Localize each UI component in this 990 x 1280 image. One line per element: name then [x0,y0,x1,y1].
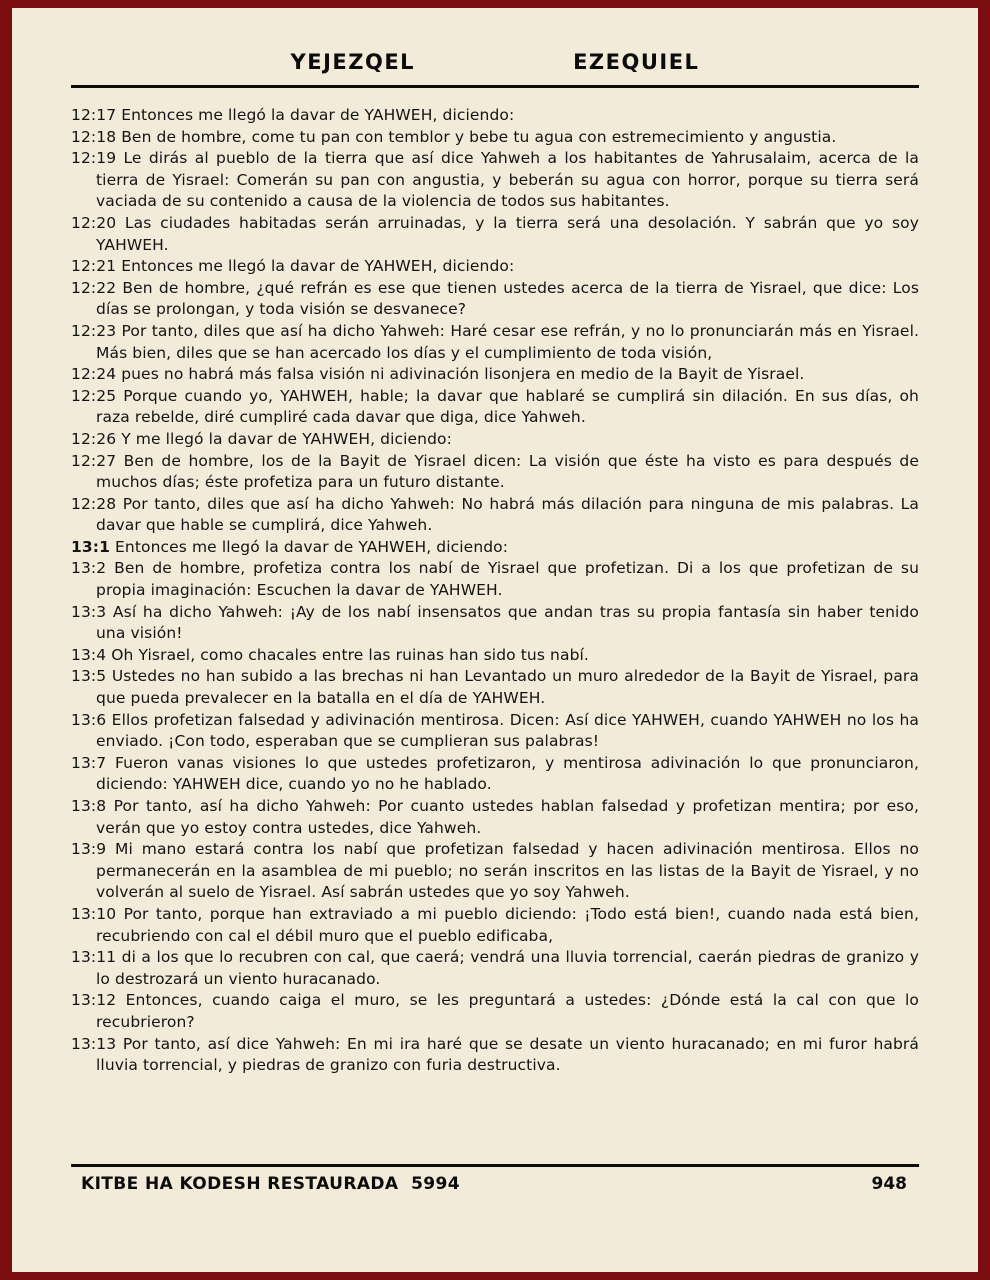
verse-13-6 [71,710,919,753]
verse-number: 12:20 [71,213,117,232]
verse-13-7 [71,753,919,796]
verse-number: 13:1 [71,537,110,556]
verse-text: pues no habrá más falsa visión ni adivinación lisonjera en medio de la Bayit de Yisrael. [116,365,805,384]
verse-12-20 [71,213,919,256]
verse-text: Por tanto, porque han extraviado a mi pueblo diciendo: ¡Todo está bien!, cuando nada está bien, recubriendo con cal el débil muro que el pueblo edificaba, [96,904,919,945]
verse-number: 13:13 [71,1034,117,1053]
verse-text: Así ha dicho Yahweh: ¡Ay de los nabí insensatos que andan tras su propia fantasía sin haber tenido una visión! [96,602,919,643]
verse-13-9 [71,839,919,904]
verse-text: Entonces me llegó la davar de YAHWEH, diciendo: [116,257,515,276]
verse-number: 12:27 [71,451,117,470]
verse-12-23 [71,321,919,364]
verse-text: Por tanto, diles que así ha dicho Yahweh: No habrá más dilación para ninguna de mis palabras. La davar que hable se cumplirá, dice Yahweh. [96,494,919,535]
verse-number: 13:11 [71,948,117,967]
verse-number: 12:19 [71,149,117,168]
verse-text: Ben de hombre, profetiza contra los nabí de Yisrael que profetizan. Di a los que profetizan de su propia imaginación: Escuchen la davar de YAHWEH. [96,559,919,600]
verse-text: Ellos profetizan falsedad y adivinación mentirosa. Dicen: Así dice YAHWEH, cuando YAHWEH no los ha enviado. ¡Con todo, esperaban que se cumplieran sus palabras! [96,710,919,751]
verse-12-28 [71,494,919,537]
verse-text: Le dirás al pueblo de la tierra que así dice Yahweh a los habitantes de Yahrusalaim, acerca de la tierra de Yisrael: Comerán su pan con angustia, y beberán su agua con horror, porque su tierra será vaciada de su contenido a causa de la violencia de todos sus habitantes. [96,149,919,211]
verse-number: 13:3 [71,602,107,621]
verse-13-4 [71,645,919,667]
verse-number: 13:9 [71,840,107,859]
verse-number: 13:7 [71,753,107,772]
footer-book-title: KITBE HA KODESH RESTAURADA 5994 [81,1174,460,1194]
verse-12-27 [71,451,919,494]
verse-number: 13:12 [71,991,117,1010]
verse-text: Ben de hombre, ¿qué refrán es ese que tienen ustedes acerca de la tierra de Yisrael, que dice: Los días se prolongan, y toda visión se desvanece? [96,278,919,319]
page-footer [71,1167,919,1194]
verse-text: Fueron vanas visiones lo que ustedes profetizaron, y mentirosa adivinación lo que pronunciaron, diciendo: YAHWEH dice, cuando yo no he hablado. [96,753,919,794]
verse-number: 12:18 [71,127,117,146]
verse-number: 13:10 [71,904,117,923]
verse-12-22 [71,278,919,321]
verse-12-25 [71,386,919,429]
verse-13-10 [71,904,919,947]
verse-13-2 [71,558,919,601]
page-header [71,8,919,74]
verse-text: Las ciudades habitadas serán arruinadas, y la tierra será una desolación. Y sabrán que yo soy YAHWEH. [96,213,919,254]
verse-number: 12:23 [71,321,117,340]
verse-12-26 [71,429,919,451]
verse-text: Ben de hombre, come tu pan con temblor y bebe tu agua con estremecimiento y angustia. [116,127,837,146]
verse-number: 12:17 [71,106,117,124]
verse-13-11 [71,947,919,990]
verse-number: 13:5 [71,667,107,686]
verse-number: 13:4 [71,645,107,664]
verse-text: Mi mano estará contra los nabí que profetizan falsedad y hacen adivinación mentirosa. Ellos no permanecerán en la asamblea de mi pueblo; no serán inscritos en las listas de la Bayit de Yisrael, y no volverán al suelo de Yisrael. Así sabrán ustedes que yo soy Yahweh. [96,840,919,902]
verse-list [71,88,919,1159]
header-title-hebrew: YEJEZQEL [290,50,416,74]
footer-page-number: 948 [871,1174,907,1194]
verse-13-5 [71,666,919,709]
verse-number: 12:25 [71,386,117,405]
verse-13-8 [71,796,919,839]
header-title-spanish: EZEQUIEL [573,50,700,74]
verse-text: Ustedes no han subido a las brechas ni han Levantado un muro alrededor de la Bayit de Yisrael, para que pueda prevalecer en la batalla en el día de YAHWEH. [96,667,919,708]
verse-12-17 [71,105,919,127]
verse-13-13 [71,1034,919,1077]
verse-number: 12:22 [71,278,117,297]
verse-text: Oh Yisrael, como chacales entre las ruinas han sido tus nabí. [106,645,589,664]
verse-text: Porque cuando yo, YAHWEH, hable; la davar que hablaré se cumplirá sin dilación. En sus días, oh raza rebelde, diré cumpliré cada davar que diga, dice Yahweh. [96,386,919,427]
verse-text: Entonces me llegó la davar de YAHWEH, diciendo: [116,106,515,124]
page-content [71,8,919,1272]
verse-13-1 [71,537,919,559]
verse-number: 13:6 [71,710,107,729]
verse-text: di a los que lo recubren con cal, que caerá; vendrá una lluvia torrencial, caerán piedras de granizo y lo destrozará un viento huracanado. [96,948,919,988]
verse-text: Ben de hombre, los de la Bayit de Yisrael dicen: La visión que éste ha visto es para después de muchos días; éste profetiza para un futuro distante. [96,451,919,492]
verse-12-19 [71,148,919,213]
verse-number: 12:24 [71,365,117,384]
verse-number: 13:2 [71,559,107,578]
verse-text: Por tanto, así dice Yahweh: En mi ira haré que se desate un viento huracanado; en mi furor habrá lluvia torrencial, y piedras de granizo con furia destructiva. [96,1034,919,1075]
verse-text: Entonces me llegó la davar de YAHWEH, diciendo: [109,537,509,556]
verse-12-24 [71,364,919,386]
verse-number: 13:8 [71,797,107,815]
verse-13-12 [71,990,919,1033]
verse-12-18 [71,127,919,149]
verse-number: 12:21 [71,257,117,276]
verse-number: 12:26 [71,429,117,448]
verse-13-3 [71,602,919,645]
verse-text: Por tanto, así ha dicho Yahweh: Por cuanto ustedes hablan falsedad y profetizan mentira; por eso, verán que yo estoy contra ustedes, dice Yahweh. [96,797,919,837]
verse-number: 12:28 [71,494,117,513]
verse-text: Entonces, cuando caiga el muro, se les preguntará a ustedes: ¿Dónde está la cal con que lo recubrieron? [96,991,919,1031]
verse-text: Y me llegó la davar de YAHWEH, diciendo: [116,429,452,448]
verse-12-21 [71,256,919,278]
verse-text: Por tanto, diles que así ha dicho Yahweh: Haré cesar ese refrán, y no lo pronunciarán más en Yisrael. Más bien, diles que se han acercado los días y el cumplimiento de toda visión, [96,321,919,362]
